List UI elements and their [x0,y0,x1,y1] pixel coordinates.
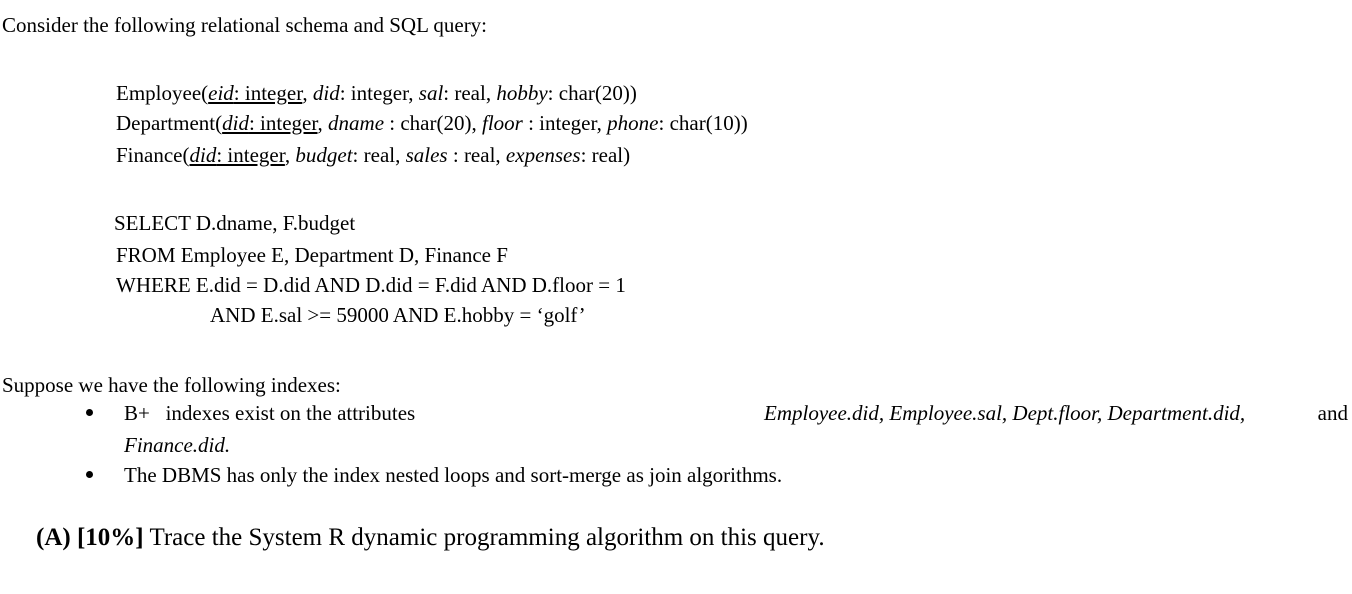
schema-department: Department(did: integer, dname : char(20), floor : integer, phone: char(10)) [116,111,748,135]
intro-text: Consider the following relational schema and SQL query: [2,13,488,37]
sql-and: AND E.sal >= 59000 AND E.hobby = ‘golf’ [210,303,586,327]
bullet-1-line-1: B+ indexes exist on the attributes Employee.did, Employee.sal, Dept.floor, Department.did, and [124,401,1348,425]
bullet-icon [86,471,93,478]
indexes-intro: Suppose we have the following indexes: [2,373,341,397]
sql-select: SELECT D.dname, F.budget [114,211,356,235]
sql-from: FROM Employee E, Department D, Finance F [116,243,508,267]
schema-finance: Finance(did: integer, budget: real, sales : real, expenses: real) [116,143,631,167]
schema-employee: Employee(eid: integer, did: integer, sal: real, hobby: char(20)) [116,81,637,105]
bullet-1-line-2: Finance.did. [124,433,231,457]
question-a: (A) [10%] Trace the System R dynamic programming algorithm on this query. [36,524,825,551]
bullet-icon [86,409,93,416]
bullet-2-text: The DBMS has only the index nested loops and sort-merge as join algorithms. [124,463,783,487]
sql-where: WHERE E.did = D.did AND D.did = F.did AND D.floor = 1 [116,273,626,297]
